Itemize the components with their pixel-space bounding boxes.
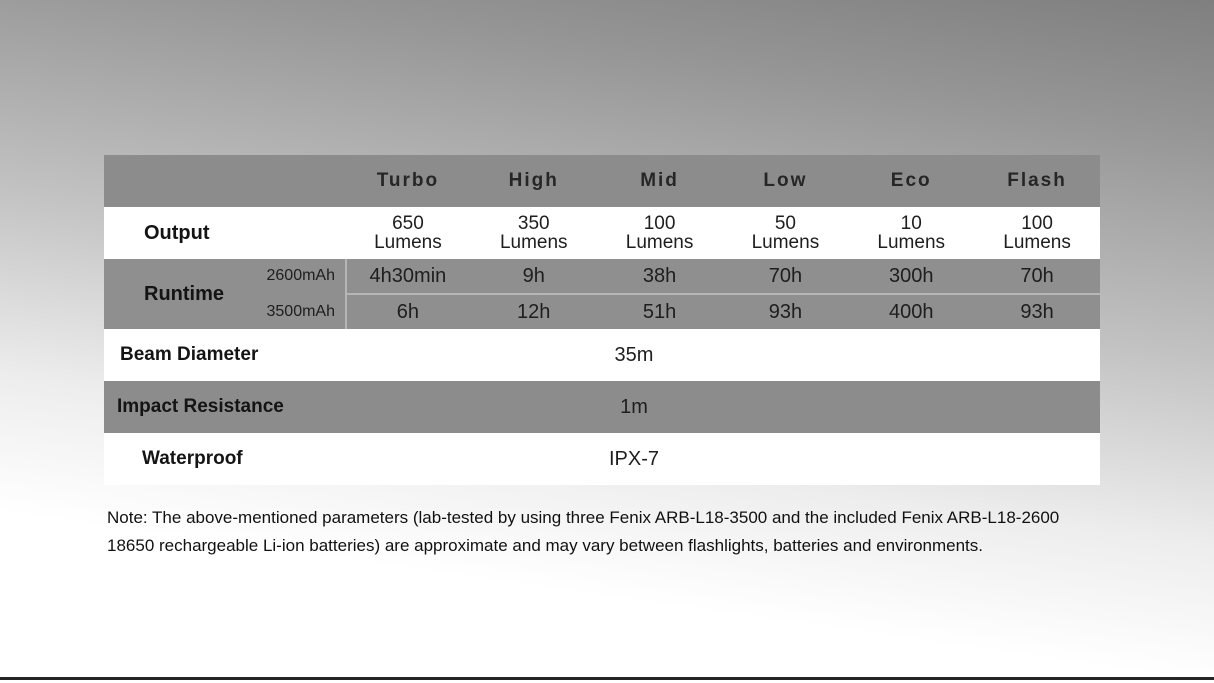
mode-header-low: Low (763, 170, 808, 191)
spec-table (104, 155, 1100, 485)
spec-row-waterproof (104, 433, 1100, 485)
runtime-value-low: 70h (768, 264, 803, 287)
waterproof-value: IPX-7 (608, 447, 660, 470)
beam-diameter-label: Beam Diameter (120, 344, 259, 365)
runtime-label: Runtime (144, 282, 224, 305)
output-label: Output (144, 221, 210, 244)
impact-resistance-value: 1m (620, 395, 648, 418)
output-unit: Lumens (374, 232, 442, 253)
runtime-subrow-3500 (104, 295, 1100, 329)
battery-label-2600: 2600mAh (266, 267, 335, 284)
runtime-row (104, 259, 1100, 329)
runtime-value-eco: 300h (888, 264, 934, 287)
runtime-value-mid: 38h (642, 264, 677, 287)
output-value-flash (974, 207, 1100, 259)
header-empty-cell (104, 155, 345, 207)
runtime-value-mid: 51h (642, 300, 677, 323)
mode-header-flash: Flash (1007, 170, 1067, 191)
output-unit: Lumens (625, 232, 694, 253)
output-unit: Lumens (499, 232, 568, 253)
battery-label-3500: 3500mAh (266, 303, 335, 320)
waterproof-label: Waterproof (142, 448, 243, 469)
output-number: 10 (900, 213, 922, 234)
runtime-value-turbo: 6h (396, 300, 420, 323)
runtime-subrow-2600 (104, 259, 1100, 293)
mode-header-high: High (508, 170, 559, 191)
runtime-value-high: 9h (522, 264, 545, 287)
output-value-turbo (345, 207, 471, 259)
mode-header-eco: Eco (890, 170, 932, 191)
output-number: 100 (1021, 213, 1053, 234)
output-value-mid (597, 207, 723, 259)
output-value-low (722, 207, 848, 259)
runtime-value-flash: 70h (1020, 264, 1054, 287)
mode-header-mid: Mid (640, 170, 679, 191)
table-header-row (104, 155, 1100, 207)
runtime-value-low: 93h (768, 300, 803, 323)
runtime-value-high: 12h (517, 300, 551, 323)
runtime-horizontal-divider (347, 293, 1100, 295)
spec-row-impact-resistance (104, 381, 1100, 433)
output-unit: Lumens (1003, 232, 1071, 253)
runtime-value-eco: 400h (888, 300, 934, 323)
bottom-divider (0, 677, 1214, 680)
output-number: 650 (392, 213, 424, 234)
output-unit: Lumens (877, 232, 946, 253)
note-text: Note: The above-mentioned parameters (lab-tested by using three Fenix ARB-L18-3500 and the included Fenix ARB-L18-2600 18650 rechargeable Li-ion batteries) are approximate and may vary between flashlights, batteries and environments. (107, 508, 1060, 555)
spec-row-beam-diameter (104, 329, 1100, 381)
runtime-value-turbo: 4h30min (369, 264, 447, 287)
output-number: 100 (643, 213, 676, 234)
output-number: 350 (517, 213, 550, 234)
output-value-eco (848, 207, 974, 259)
output-value-high (471, 207, 597, 259)
runtime-value-flash: 93h (1020, 300, 1054, 323)
impact-resistance-label: Impact Resistance (117, 396, 284, 417)
beam-diameter-value: 35m (614, 343, 654, 366)
output-number: 50 (774, 213, 796, 234)
mode-header-turbo: Turbo (376, 170, 440, 191)
output-unit: Lumens (751, 232, 820, 253)
output-row (104, 207, 1100, 259)
